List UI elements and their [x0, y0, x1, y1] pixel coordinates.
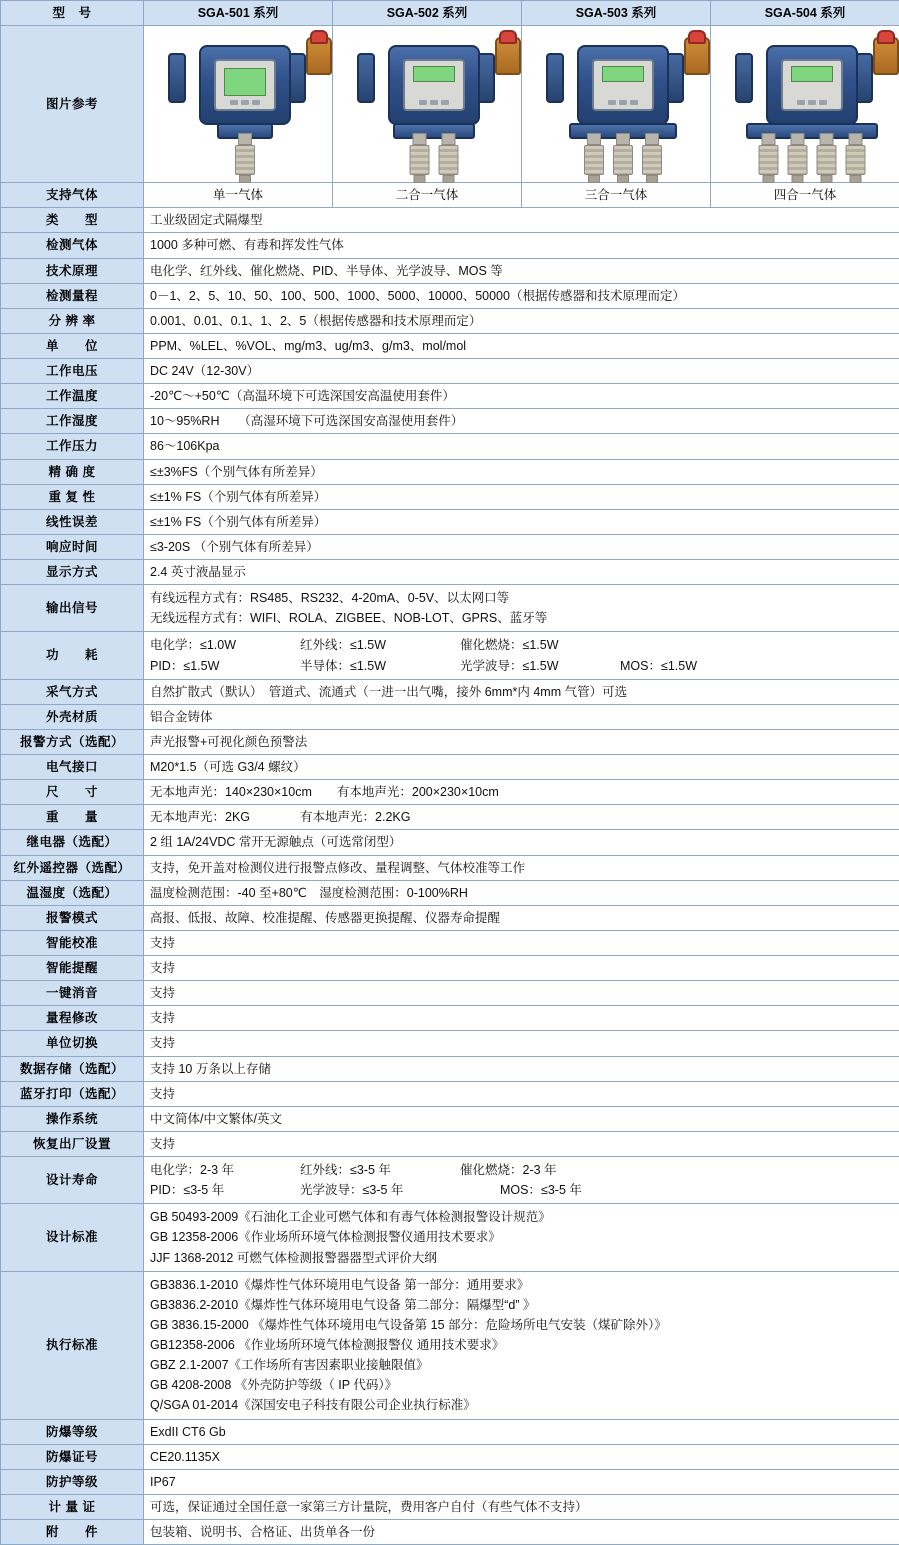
- row-label: 电气接口: [1, 755, 144, 780]
- row-value: 高报、低报、故障、校准提醒、传感器更换提醒、仪器寿命提醒: [144, 905, 899, 930]
- device-body: [199, 45, 291, 125]
- row-value: ≤±3%FS（个别气体有所差异）: [144, 459, 899, 484]
- table-row: [1, 956, 899, 981]
- row-value: ≤±1% FS（个别气体有所差异）: [144, 509, 899, 534]
- probe: [642, 133, 662, 183]
- table-row-life: [1, 1157, 899, 1204]
- table-row: [1, 283, 899, 308]
- row-label: 工作湿度: [1, 409, 144, 434]
- power-line-2: [150, 656, 893, 676]
- table-row: [1, 905, 899, 930]
- row-label: 防爆证号: [1, 1444, 144, 1469]
- power-semiconductor: 半导体：≤1.5W: [300, 657, 460, 675]
- row-value: 中文简体/中文繁体/英文: [144, 1106, 899, 1131]
- row-value: CE20.1135X: [144, 1444, 899, 1469]
- power-catalytic: 催化燃烧：≤1.5W: [460, 636, 620, 654]
- table-row: [1, 679, 899, 704]
- table-row: [1, 560, 899, 585]
- row-value: 0.001、0.01、0.1、1、2、5（根据传感器和技术原理而定）: [144, 308, 899, 333]
- row-label: 一键消音: [1, 981, 144, 1006]
- design-standard-line: JJF 1368-2012 可燃气体检测报警器器型式评价大纲: [150, 1248, 893, 1268]
- row-value: 支持: [144, 981, 899, 1006]
- row-value: ExdII CT6 Gb: [144, 1419, 899, 1444]
- row-label: 恢复出厂设置: [1, 1131, 144, 1156]
- table-row: [1, 459, 899, 484]
- row-label: 计 量 证: [1, 1494, 144, 1519]
- row-value: 可选，保证通过全国任意一家第三方计量院，费用客户自付（有些气体不支持）: [144, 1494, 899, 1519]
- device-left-flange: [168, 53, 186, 103]
- table-row: [1, 1031, 899, 1056]
- device-body: [577, 45, 669, 125]
- table-row: [1, 981, 899, 1006]
- device-left-flange: [735, 53, 753, 103]
- exec-standard-line: Q/SGA 01-2014《深国安电子科技有限公司企业执行标准》: [150, 1395, 893, 1415]
- table-row: [1, 534, 899, 559]
- row-label: 外壳材质: [1, 704, 144, 729]
- row-label: 响应时间: [1, 534, 144, 559]
- gas-detector-illustration-4: [717, 31, 899, 177]
- device-left-flange: [546, 53, 564, 103]
- table-row: [1, 509, 899, 534]
- gas-detector-illustration-1: [150, 31, 340, 177]
- table-row: [1, 1056, 899, 1081]
- device-faceplate: [214, 59, 276, 111]
- row-label: 精 确 度: [1, 459, 144, 484]
- output-line-wireless: 无线远程方式有：WIFI、ROLA、ZIGBEE、NOB-LOT、GPRS、蓝牙等: [150, 608, 893, 628]
- model-cell-3: SGA-503 系列: [522, 1, 711, 26]
- row-value: 2.4 英寸液晶显示: [144, 560, 899, 585]
- row-label: 温湿度（选配）: [1, 880, 144, 905]
- table-row-images: [1, 26, 899, 183]
- row-label: 报警方式（选配）: [1, 729, 144, 754]
- row-value: IP67: [144, 1469, 899, 1494]
- row-value: ≤3-20S （个别气体有所差异）: [144, 534, 899, 559]
- row-label: 单位切换: [1, 1031, 144, 1056]
- row-label: 工作电压: [1, 359, 144, 384]
- power-electrochemical: 电化学：≤1.0W: [150, 636, 300, 654]
- row-label: 重 复 性: [1, 484, 144, 509]
- row-value: M20*1.5（可选 G3/4 螺纹）: [144, 755, 899, 780]
- alarm-beacon-icon: [873, 37, 899, 75]
- power-pid: PID：≤1.5W: [150, 657, 300, 675]
- table-row: [1, 880, 899, 905]
- table-row: [1, 1081, 899, 1106]
- exec-standard-line: GB 4208-2008 《外壳防护等级（ IP 代码）》: [150, 1375, 893, 1395]
- row-label-design-standard: 设计标准: [1, 1204, 144, 1271]
- device-probes: [584, 133, 662, 183]
- row-label: 附 件: [1, 1520, 144, 1545]
- table-row: [1, 1469, 899, 1494]
- row-value: 10～95%RH （高湿环境下可选深国安高湿使用套件）: [144, 409, 899, 434]
- power-infrared: 红外线：≤1.5W: [300, 636, 460, 654]
- row-value-power: [144, 632, 899, 679]
- life-catalytic: 催化燃烧：2-3 年: [460, 1161, 620, 1179]
- row-label: 显示方式: [1, 560, 144, 585]
- table-row: [1, 780, 899, 805]
- table-row: [1, 1520, 899, 1545]
- exec-standard-line: GB 3836.15-2000 《爆炸性气体环境用电气设备第 15 部分：危险场所电气安装（煤矿除外）》: [150, 1315, 893, 1335]
- table-row: [1, 1106, 899, 1131]
- table-row-output: [1, 585, 899, 632]
- row-value: 1000 多种可燃、有毒和挥发性气体: [144, 233, 899, 258]
- exec-standard-line: GB3836.1-2010《爆炸性气体环境用电气设备 第一部分：通用要求》: [150, 1275, 893, 1295]
- row-label-power: 功 耗: [1, 632, 144, 679]
- row-value: 支持: [144, 1131, 899, 1156]
- table-row: [1, 729, 899, 754]
- table-row: [1, 308, 899, 333]
- table-row-design-standard: [1, 1204, 899, 1271]
- row-label: 数据存储（选配）: [1, 1056, 144, 1081]
- device-keys: [797, 100, 827, 105]
- table-row: [1, 704, 899, 729]
- exec-standard-line: GBZ 2.1-2007《工作场所有害因素职业接触限值》: [150, 1355, 893, 1375]
- row-label: 操作系统: [1, 1106, 144, 1131]
- output-line-wired: 有线远程方式有：RS485、RS232、4-20mA、0-5V、以太网口等: [150, 588, 893, 608]
- row-value: 支持: [144, 1031, 899, 1056]
- row-label: 防爆等级: [1, 1419, 144, 1444]
- row-label: 智能提醒: [1, 956, 144, 981]
- device-screen: [602, 66, 644, 82]
- table-row-model: [1, 1, 899, 26]
- life-line-1: [150, 1160, 893, 1180]
- row-value: PPM、%LEL、%VOL、mg/m3、ug/m3、g/m3、mol/mol: [144, 333, 899, 358]
- device-keys: [419, 100, 449, 105]
- alarm-beacon-icon: [495, 37, 521, 75]
- table-row: [1, 359, 899, 384]
- device-screen: [791, 66, 833, 82]
- row-label-model: 型 号: [1, 1, 144, 26]
- device-body: [388, 45, 480, 125]
- life-line-2: [150, 1180, 893, 1200]
- table-row: [1, 930, 899, 955]
- row-label: 量程修改: [1, 1006, 144, 1031]
- row-value: -20℃～+50℃（高温环境下可选深国安高温使用套件）: [144, 384, 899, 409]
- life-optical: 光学波导：≤3-5 年: [300, 1181, 500, 1199]
- table-row: [1, 484, 899, 509]
- probe: [235, 133, 255, 183]
- row-value: 支持，免开盖对检测仪进行报警点修改、量程调整、气体校准等工作: [144, 855, 899, 880]
- exec-standard-line: GB3836.2-2010《爆炸性气体环境用电气设备 第二部分：隔爆型“d” 》: [150, 1295, 893, 1315]
- gas-detector-illustration-2: [339, 31, 529, 177]
- row-value: 86～106Kpa: [144, 434, 899, 459]
- model-cell-1: SGA-501 系列: [144, 1, 333, 26]
- row-label: 红外遥控器（选配）: [1, 855, 144, 880]
- device-probes: [759, 133, 866, 183]
- gas-cell-2: 二合一气体: [333, 183, 522, 208]
- row-label: 检测量程: [1, 283, 144, 308]
- row-value: 无本地声光：140×230×10cm 有本地声光：200×230×10cm: [144, 780, 899, 805]
- table-row: [1, 434, 899, 459]
- row-value-life: [144, 1157, 899, 1204]
- table-row: [1, 384, 899, 409]
- row-value: 支持: [144, 930, 899, 955]
- row-label: 分 辨 率: [1, 308, 144, 333]
- row-value-exec-standard: [144, 1271, 899, 1419]
- row-label: 采气方式: [1, 679, 144, 704]
- row-value: 自然扩散式（默认） 管道式、流通式（一进一出气嘴，接外 6mm*内 4mm 气管）可选: [144, 679, 899, 704]
- probe: [613, 133, 633, 183]
- device-probes: [410, 133, 459, 183]
- row-value: 支持: [144, 956, 899, 981]
- row-label: 蓝牙打印（选配）: [1, 1081, 144, 1106]
- power-line-1: [150, 635, 893, 655]
- probe: [410, 133, 430, 183]
- row-value: 包装箱、说明书、合格证、出货单各一份: [144, 1520, 899, 1545]
- table-row: [1, 805, 899, 830]
- row-label-exec-standard: 执行标准: [1, 1271, 144, 1419]
- table-row: [1, 409, 899, 434]
- probe: [439, 133, 459, 183]
- life-mos: MOS：≤3-5 年: [500, 1181, 660, 1199]
- device-screen: [224, 68, 266, 96]
- table-row: [1, 855, 899, 880]
- probe: [788, 133, 808, 183]
- row-label: 工作压力: [1, 434, 144, 459]
- table-row: [1, 333, 899, 358]
- row-label: 智能校准: [1, 930, 144, 955]
- row-label: 单 位: [1, 333, 144, 358]
- row-value-design-standard: [144, 1204, 899, 1271]
- row-value-output: [144, 585, 899, 632]
- product-image-3: [522, 26, 711, 183]
- table-row: [1, 1131, 899, 1156]
- table-row-power: [1, 632, 899, 679]
- device-faceplate: [592, 59, 654, 111]
- row-value: 温度检测范围：-40 至+80℃ 湿度检测范围：0-100%RH: [144, 880, 899, 905]
- row-value: 支持 10 万条以上存储: [144, 1056, 899, 1081]
- row-value: 工业级固定式隔爆型: [144, 208, 899, 233]
- product-image-1: [144, 26, 333, 183]
- row-value: 0－1、2、5、10、50、100、500、1000、5000、10000、50000（根据传感器和技术原理而定）: [144, 283, 899, 308]
- row-value: 铝合金铸体: [144, 704, 899, 729]
- table-row: [1, 1419, 899, 1444]
- device-screen: [413, 66, 455, 82]
- row-label: 防护等级: [1, 1469, 144, 1494]
- alarm-beacon-icon: [684, 37, 710, 75]
- probe: [846, 133, 866, 183]
- table-row: [1, 258, 899, 283]
- model-cell-2: SGA-502 系列: [333, 1, 522, 26]
- probe: [584, 133, 604, 183]
- device-faceplate: [403, 59, 465, 111]
- life-pid: PID：≤3-5 年: [150, 1181, 300, 1199]
- row-value: 2 组 1A/24VDC 常开无源触点（可选常闭型）: [144, 830, 899, 855]
- table-row: [1, 1006, 899, 1031]
- row-label: 检测气体: [1, 233, 144, 258]
- row-value: 支持: [144, 1081, 899, 1106]
- device-left-flange: [357, 53, 375, 103]
- device-keys: [608, 100, 638, 105]
- row-label: 类 型: [1, 208, 144, 233]
- exec-standard-line: GB12358-2006 《作业场所环境气体检测报警仪 通用技术要求》: [150, 1335, 893, 1355]
- product-image-2: [333, 26, 522, 183]
- row-value: DC 24V（12-30V）: [144, 359, 899, 384]
- life-infrared: 红外线：≤3-5 年: [300, 1161, 460, 1179]
- table-row: [1, 1494, 899, 1519]
- row-label-output: 输出信号: [1, 585, 144, 632]
- row-value: 电化学、红外线、催化燃烧、PID、半导体、光学波导、MOS 等: [144, 258, 899, 283]
- gas-cell-3: 三合一气体: [522, 183, 711, 208]
- table-row-gas: [1, 183, 899, 208]
- row-value: 声光报警+可视化颜色预警法: [144, 729, 899, 754]
- table-row: [1, 830, 899, 855]
- row-value: 支持: [144, 1006, 899, 1031]
- device-faceplate: [781, 59, 843, 111]
- row-label-image: 图片参考: [1, 26, 144, 183]
- row-label-gas: 支持气体: [1, 183, 144, 208]
- row-label: 报警模式: [1, 905, 144, 930]
- table-row-exec-standard: [1, 1271, 899, 1419]
- power-mos: MOS：≤1.5W: [620, 657, 770, 675]
- life-electrochemical: 电化学：2-3 年: [150, 1161, 300, 1179]
- row-label: 重 量: [1, 805, 144, 830]
- table-row: [1, 233, 899, 258]
- row-label: 继电器（选配）: [1, 830, 144, 855]
- row-label: 技术原理: [1, 258, 144, 283]
- product-image-4: [711, 26, 899, 183]
- table-row: [1, 755, 899, 780]
- design-standard-line: GB 12358-2006《作业场所环境气体检测报警仪通用技术要求》: [150, 1227, 893, 1247]
- device-keys: [230, 100, 260, 105]
- table-row: [1, 1444, 899, 1469]
- row-value: 无本地声光：2KG 有本地声光：2.2KG: [144, 805, 899, 830]
- device-probes: [235, 133, 255, 183]
- gas-cell-4: 四合一气体: [711, 183, 899, 208]
- row-value: ≤±1% FS（个别气体有所差异）: [144, 484, 899, 509]
- alarm-beacon-icon: [306, 37, 332, 75]
- probe: [759, 133, 779, 183]
- row-label: 工作温度: [1, 384, 144, 409]
- model-cell-4: SGA-504 系列: [711, 1, 899, 26]
- power-optical: 光学波导：≤1.5W: [460, 657, 620, 675]
- device-body: [766, 45, 858, 125]
- row-label: 线性误差: [1, 509, 144, 534]
- gas-detector-illustration-3: [528, 31, 718, 177]
- probe: [817, 133, 837, 183]
- row-label: 尺 寸: [1, 780, 144, 805]
- gas-cell-1: 单一气体: [144, 183, 333, 208]
- row-label-life: 设计寿命: [1, 1157, 144, 1204]
- table-row: [1, 208, 899, 233]
- design-standard-line: GB 50493-2009《石油化工企业可燃气体和有毒气体检测报警设计规范》: [150, 1207, 893, 1227]
